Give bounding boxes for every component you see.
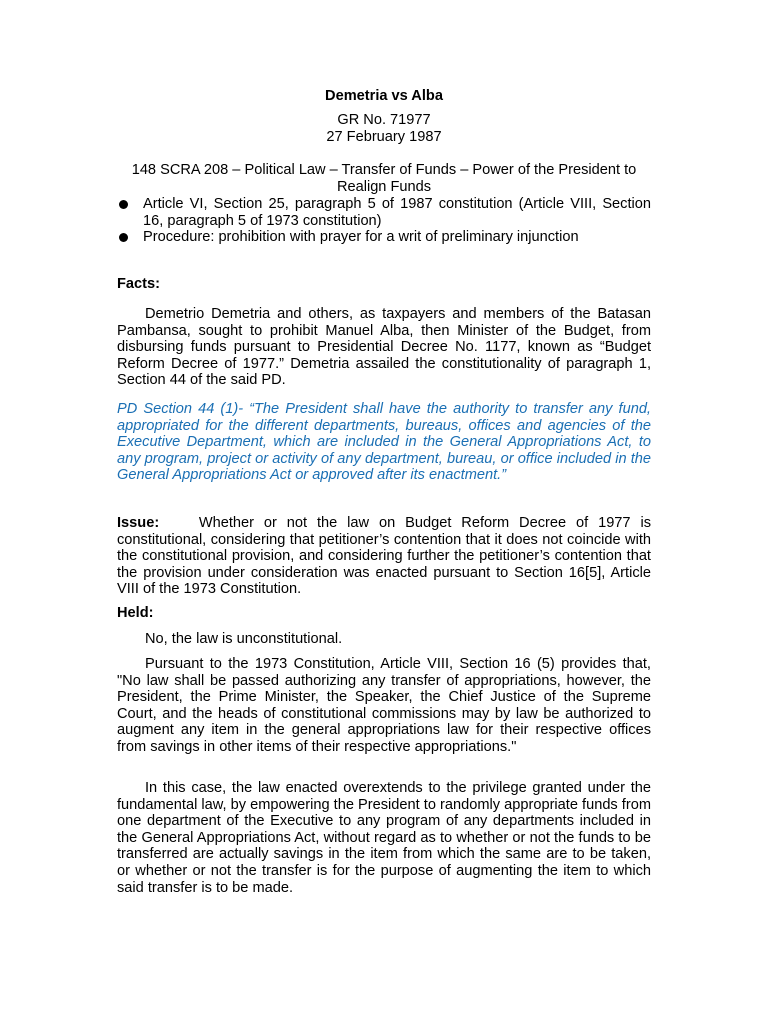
case-title: Demetria vs Alba bbox=[325, 88, 443, 104]
held-paragraph-3: In this case, the law enacted overextends to the privilege granted under the fundamental law, by empowering the President to randomly appropriate funds from one department of the Executive to any program of any departments included in the General Appropriations Act, without regard as to whether or not the funds to be transferred are actually savings in the item from which the same are to be taken, or whether or not the transfer is for the purpose of augmenting the item to which said transfer is to be made. bbox=[117, 780, 651, 896]
bullet-list bbox=[117, 196, 651, 246]
facts-quote: PD Section 44 (1)- “The President shall have the authority to transfer any fund, appropriated for the different departments, bureaus, offices and agencies of the Executive Department, which are included in the General Appropriations Act, to any program, project or activity of any department, bureau, or office included in the General Appropriations Act or approved after its enactment.” bbox=[117, 401, 651, 484]
case-gr-number: GR No. 71977 bbox=[337, 112, 431, 128]
case-date: 27 February 1987 bbox=[326, 129, 442, 145]
bullet-text: Procedure: prohibition with prayer for a writ of preliminary injunction bbox=[143, 229, 579, 246]
facts-heading: Facts: bbox=[117, 276, 160, 292]
issue-paragraph bbox=[117, 515, 651, 598]
held-paragraph-2: Pursuant to the 1973 Constitution, Article VIII, Section 16 (5) provides that, "No law shall be passed authorizing any transfer of appropriations, however, the President, the Prime Minister, the Speaker, the Chief Justice of the Supreme Court, and the heads of constitutional commissions may by law be authorized to augment any item in the general appropriations law for their respective offices from savings in other items of their respective appropriations." bbox=[117, 656, 651, 755]
held-paragraph-1: No, the law is unconstitutional. bbox=[145, 631, 343, 647]
issue-label: Issue: bbox=[117, 515, 160, 531]
bullet-item bbox=[117, 196, 651, 229]
facts-body: Demetrio Demetria and others, as taxpayers and members of the Batasan Pambansa, sought to prohibit Manuel Alba, then Minister of the Budget, from disbursing funds pursuant to Presidential Decree No. 1177, known as “Budget Reform Decree of 1977.” Demetria assailed the constitutionality of paragraph 1, Section 44 of the said PD. bbox=[117, 306, 651, 389]
bullet-item bbox=[117, 229, 651, 246]
issue-body: Whether or not the law on Budget Reform Decree of 1977 is constitutional, considering that petitioner’s contention that it does not coincide with the constitutional provision, and considering further the petitioner’s contention that the provision under consideration was enacted pursuant to Section 16[5], Article VIII of the 1973 Constitution. bbox=[117, 515, 651, 598]
bullet-text: Article VI, Section 25, paragraph 5 of 1987 constitution (Article VIII, Section 16, paragraph 5 of 1973 constitution) bbox=[143, 196, 651, 229]
bullet-dot-icon bbox=[119, 200, 128, 209]
case-citation: 148 SCRA 208 – Political Law – Transfer of Funds – Power of the President to Realign Funds bbox=[131, 162, 637, 195]
held-heading: Held: bbox=[117, 605, 154, 621]
bullet-dot-icon bbox=[119, 233, 128, 242]
